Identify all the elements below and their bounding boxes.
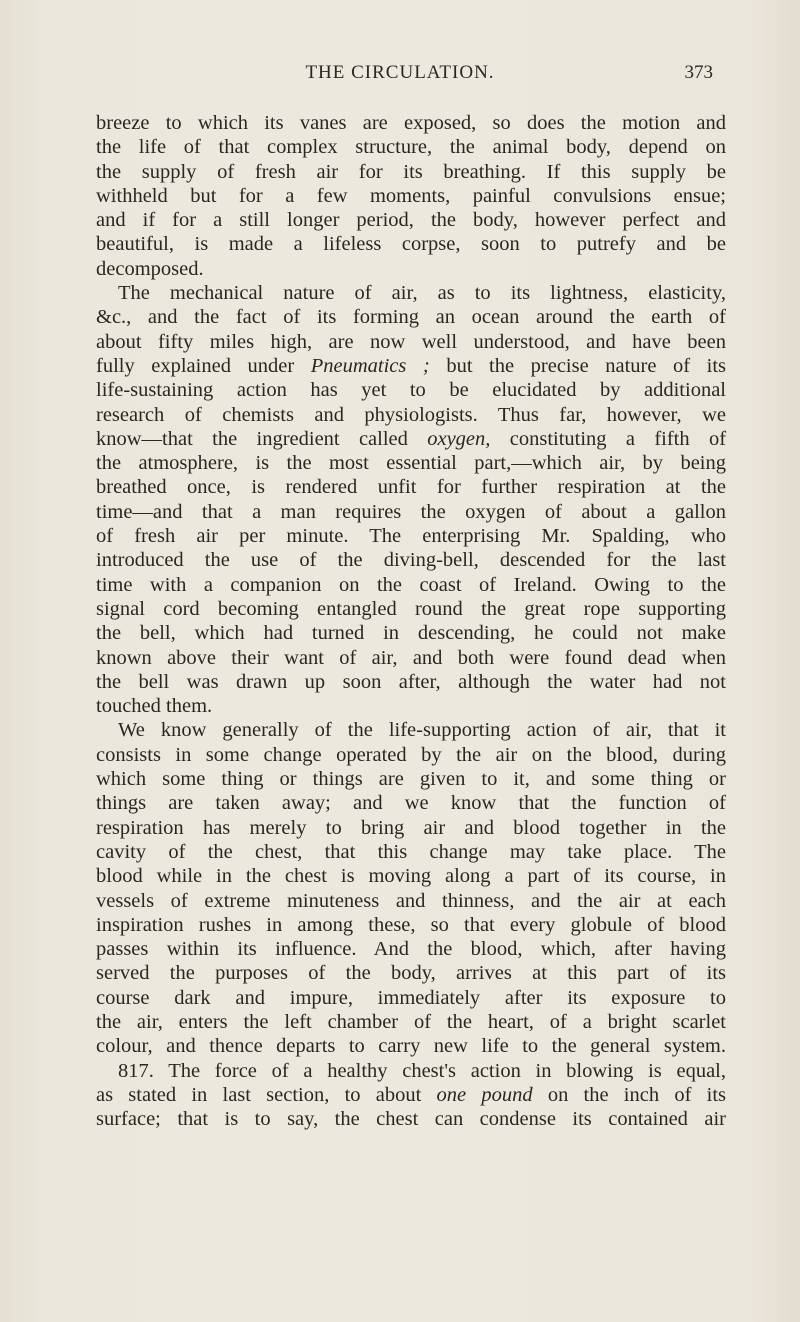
text-line: the atmosphere, is the most essential part,—which air, by being	[96, 452, 726, 475]
text-line	[96, 1083, 726, 1107]
text-line: time with a companion on the coast of Ireland. Owing to the	[96, 573, 726, 596]
text-line	[96, 427, 726, 451]
text-fragment: constituting a fifth of	[509, 427, 727, 450]
text-fragment: as stated in last section, to about	[96, 1083, 422, 1106]
running-title: THE CIRCULATION.	[305, 62, 495, 83]
text-line: breathed once, is rendered unfit for further respiration at the	[96, 476, 726, 499]
text-line: surface; that is to say, the chest can condense its contained air	[96, 1108, 726, 1131]
text-line: respiration has merely to bring air and blood together in the	[96, 816, 726, 839]
text-line: known above their want of air, and both were found dead when	[96, 646, 726, 669]
text-line: passes within its influence. And the blood, which, after having	[96, 938, 726, 961]
text-line: life-sustaining action has yet to be elucidated by additional	[96, 379, 726, 402]
text-line: 817. The force of a healthy chest's action in blowing is equal,	[118, 1059, 726, 1082]
text-line: blood while in the chest is moving along a part of its course, in	[96, 865, 726, 888]
text-line: which some thing or things are given to it, and some thing or	[96, 768, 726, 791]
text-line: withheld but for a few moments, painful convulsions ensue;	[96, 184, 726, 207]
text-line: the supply of fresh air for its breathing. If this supply be	[96, 160, 726, 183]
text-line: served the purposes of the body, arrives at this part of its	[96, 962, 726, 985]
text-line: of fresh air per minute. The enterprising Mr. Spalding, who	[96, 525, 726, 548]
text-line: colour, and thence departs to carry new life to the general system.	[96, 1035, 726, 1058]
page-number: 373	[684, 62, 713, 83]
text-line: time—and that a man requires the oxygen of about a gallon	[96, 500, 726, 523]
text-line: beautiful, is made a lifeless corpse, soon to putrefy and be	[96, 233, 726, 256]
text-line: signal cord becoming entangled round the great rope supporting	[96, 597, 726, 620]
text-line: &c., and the fact of its forming an ocean around the earth of	[96, 306, 726, 329]
text-line: the air, enters the left chamber of the heart, of a bright scarlet	[96, 1010, 726, 1033]
text-line: The mechanical nature of air, as to its lightness, elasticity,	[118, 282, 726, 305]
text-line: We know generally of the life-supporting action of air, that it	[118, 719, 726, 742]
body-text	[96, 111, 726, 1131]
text-line: inspiration rushes in among these, so that every globule of blood	[96, 913, 726, 936]
text-line: and if for a still longer period, the body, however perfect and	[96, 209, 726, 232]
text-fragment: know—that the ingredient called	[96, 427, 408, 450]
text-line: breeze to which its vanes are exposed, so does the motion and	[96, 112, 726, 134]
text-line: the bell was drawn up soon after, although the water had not	[96, 670, 726, 693]
text-line: consists in some change operated by the air on the blood, during	[96, 743, 726, 766]
emphasis-pneumatics: Pneumatics ;	[310, 354, 430, 377]
text-line: touched them.	[96, 695, 213, 718]
text-fragment: fully explained under	[96, 354, 295, 377]
text-line: decomposed.	[96, 257, 204, 280]
text-line	[96, 354, 726, 378]
text-fragment: on the inch of its	[547, 1083, 726, 1106]
text-line: the bell, which had turned in descending, he could not make	[96, 622, 726, 645]
text-line: things are taken away; and we know that the function of	[96, 792, 726, 815]
running-head	[0, 62, 800, 92]
text-line: about fifty miles high, are now well understood, and have been	[96, 330, 726, 353]
text-line: cavity of the chest, that this change may take place. The	[96, 840, 726, 863]
text-line: introduced the use of the diving-bell, descended for the last	[96, 549, 726, 572]
text-fragment: but the precise nature of its	[446, 354, 726, 377]
emphasis-oxygen: oxygen,	[427, 427, 491, 450]
text-line: the life of that complex structure, the animal body, depend on	[96, 136, 726, 159]
text-line: vessels of extreme minuteness and thinness, and the air at each	[96, 889, 726, 912]
emphasis-one-pound: one pound	[436, 1083, 533, 1106]
text-line: research of chemists and physiologists. Thus far, however, we	[96, 403, 726, 426]
text-line: course dark and impure, immediately after its exposure to	[96, 986, 726, 1009]
